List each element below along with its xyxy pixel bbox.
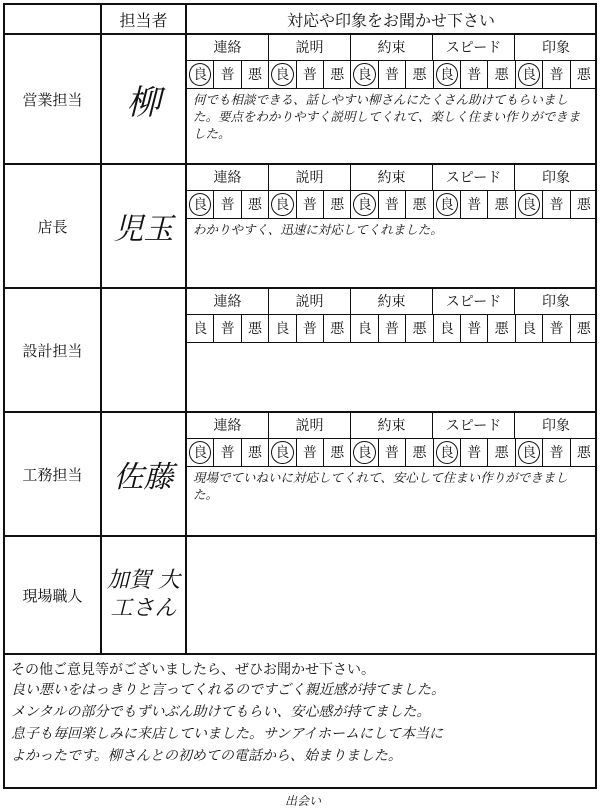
staff-comment: 何でも相談できる、話しやすい柳さんにたくさん助けてもらいました。要点をわかりやすく説明してくれて、楽しく住まい作りができました。 bbox=[193, 92, 581, 141]
staff-comment: わかりやすく、迅速に対応してくれました。 bbox=[193, 222, 443, 237]
grade-option: 普 bbox=[461, 61, 488, 88]
role-label: 設計担当 bbox=[22, 341, 83, 360]
eval-block bbox=[187, 35, 597, 163]
header-blank bbox=[5, 5, 100, 35]
grade-option: 良 bbox=[434, 191, 461, 218]
grade-option: 良 bbox=[434, 315, 461, 342]
staff-comment: 現場でていねいに対応してくれて、安心して住まい作りができました。 bbox=[193, 470, 568, 502]
category-label: 約束 bbox=[351, 289, 433, 314]
grade-option: 普 bbox=[379, 315, 406, 342]
role-label: 営業担当 bbox=[22, 90, 83, 109]
staff-name: 柳 bbox=[126, 82, 161, 123]
grade-option: 悪 bbox=[242, 315, 269, 342]
category-label: 連絡 bbox=[187, 289, 269, 314]
eval-block bbox=[187, 165, 597, 287]
grade-option: 良 bbox=[187, 191, 214, 218]
category-header-row bbox=[187, 35, 597, 61]
grade-option: 悪 bbox=[242, 439, 269, 466]
staff-name bbox=[102, 289, 185, 411]
grade-option: 普 bbox=[297, 61, 324, 88]
grade-option: 悪 bbox=[576, 321, 591, 337]
grade-option: 悪 bbox=[324, 439, 351, 466]
header-staff: 担当者 bbox=[102, 5, 185, 35]
survey-sheet bbox=[3, 3, 597, 789]
grade-option: 普 bbox=[543, 61, 570, 88]
other-comments bbox=[5, 657, 595, 769]
category-header-row bbox=[187, 289, 597, 315]
grade-option: 普 bbox=[543, 191, 570, 218]
category-label: 印象 bbox=[542, 170, 570, 186]
grade-option: 悪 bbox=[576, 67, 591, 83]
grade-option: 良 bbox=[516, 315, 543, 342]
category-label: スピード bbox=[433, 35, 515, 60]
grade-option: 良 bbox=[351, 439, 378, 466]
other-title: その他ご意見等がございましたら、ぜひお聞かせ下さい。 bbox=[11, 662, 375, 678]
category-label: 印象 bbox=[542, 294, 570, 310]
grade-option: 悪 bbox=[576, 197, 591, 213]
grade-option: 普 bbox=[297, 191, 324, 218]
role-label: 現場職人 bbox=[22, 586, 83, 605]
category-header-row bbox=[187, 413, 597, 439]
divider bbox=[5, 653, 595, 655]
grade-row bbox=[187, 191, 597, 219]
grade-option: 良 bbox=[516, 439, 543, 466]
grade-row bbox=[187, 439, 597, 467]
grade-option: 悪 bbox=[406, 439, 433, 466]
grade-option: 普 bbox=[543, 315, 570, 342]
grade-option: 普 bbox=[461, 191, 488, 218]
grade-row bbox=[187, 315, 597, 343]
grade-option: 良 bbox=[516, 191, 543, 218]
category-label: 説明 bbox=[269, 35, 351, 60]
category-label: スピード bbox=[433, 165, 515, 190]
grade-option: 普 bbox=[214, 191, 241, 218]
grade-option: 良 bbox=[351, 315, 378, 342]
category-label: 約束 bbox=[351, 165, 433, 190]
grade-option: 良 bbox=[269, 315, 296, 342]
grade-option: 普 bbox=[214, 61, 241, 88]
grade-option: 悪 bbox=[406, 191, 433, 218]
grade-option: 普 bbox=[214, 439, 241, 466]
grade-option: 悪 bbox=[324, 315, 351, 342]
grade-option: 普 bbox=[461, 439, 488, 466]
signature: 出会い bbox=[285, 794, 322, 808]
eval-block bbox=[187, 413, 597, 535]
category-label: 印象 bbox=[542, 418, 570, 434]
grade-option: 悪 bbox=[406, 61, 433, 88]
category-label: 連絡 bbox=[187, 165, 269, 190]
other-body: 良い悪いをはっきりと言ってくれるのですごく親近感が持てました。 メンタルの部分でもずいぶん助けてもらい、安心感が持てました。 息子も毎回楽しみに来店していました。サンアイホームにして本当に よかったです。柳さんとの初めての電話から、始まりました。 bbox=[11, 682, 445, 764]
grade-option: 普 bbox=[297, 315, 324, 342]
grade-option: 良 bbox=[351, 191, 378, 218]
grade-option: 良 bbox=[187, 315, 214, 342]
grade-option: 悪 bbox=[488, 61, 515, 88]
category-label: スピード bbox=[433, 289, 515, 314]
grade-option: 普 bbox=[461, 315, 488, 342]
category-label: 約束 bbox=[351, 35, 433, 60]
grade-option: 悪 bbox=[242, 61, 269, 88]
grade-option: 良 bbox=[269, 191, 296, 218]
grade-option: 良 bbox=[269, 61, 296, 88]
grade-option: 良 bbox=[269, 439, 296, 466]
grade-option: 悪 bbox=[324, 61, 351, 88]
grade-option: 普 bbox=[379, 439, 406, 466]
grade-option: 良 bbox=[187, 61, 214, 88]
category-header-row bbox=[187, 165, 597, 191]
staff-comment bbox=[187, 343, 597, 347]
category-label: 説明 bbox=[269, 413, 351, 438]
staff-name: 児玉 bbox=[113, 212, 174, 247]
grade-option: 悪 bbox=[242, 191, 269, 218]
category-label: 説明 bbox=[269, 289, 351, 314]
grade-option: 普 bbox=[379, 61, 406, 88]
staff-name: 加賀 大工さん bbox=[107, 568, 180, 621]
grade-option: 悪 bbox=[488, 439, 515, 466]
role-label: 店長 bbox=[37, 217, 68, 236]
category-label: 連絡 bbox=[187, 413, 269, 438]
grade-option: 悪 bbox=[488, 191, 515, 218]
grade-option: 普 bbox=[543, 439, 570, 466]
category-label: 印象 bbox=[542, 40, 570, 56]
grade-option: 普 bbox=[214, 315, 241, 342]
grade-option: 良 bbox=[434, 61, 461, 88]
grade-option: 普 bbox=[379, 191, 406, 218]
category-label: 約束 bbox=[351, 413, 433, 438]
grade-row bbox=[187, 61, 597, 89]
grade-option: 悪 bbox=[324, 191, 351, 218]
comment-area bbox=[187, 537, 597, 653]
header-request: 対応や印象をお聞かせ下さい bbox=[187, 5, 595, 35]
grade-option: 悪 bbox=[488, 315, 515, 342]
grade-option: 普 bbox=[297, 439, 324, 466]
eval-block bbox=[187, 289, 597, 411]
grade-option: 良 bbox=[434, 439, 461, 466]
grade-option: 良 bbox=[187, 439, 214, 466]
grade-option: 悪 bbox=[406, 315, 433, 342]
category-label: 説明 bbox=[269, 165, 351, 190]
grade-option: 良 bbox=[351, 61, 378, 88]
grade-option: 悪 bbox=[576, 445, 591, 461]
category-label: 連絡 bbox=[187, 35, 269, 60]
staff-name: 佐藤 bbox=[113, 460, 174, 495]
grade-option: 良 bbox=[516, 61, 543, 88]
category-label: スピード bbox=[433, 413, 515, 438]
role-label: 工務担当 bbox=[22, 465, 83, 484]
